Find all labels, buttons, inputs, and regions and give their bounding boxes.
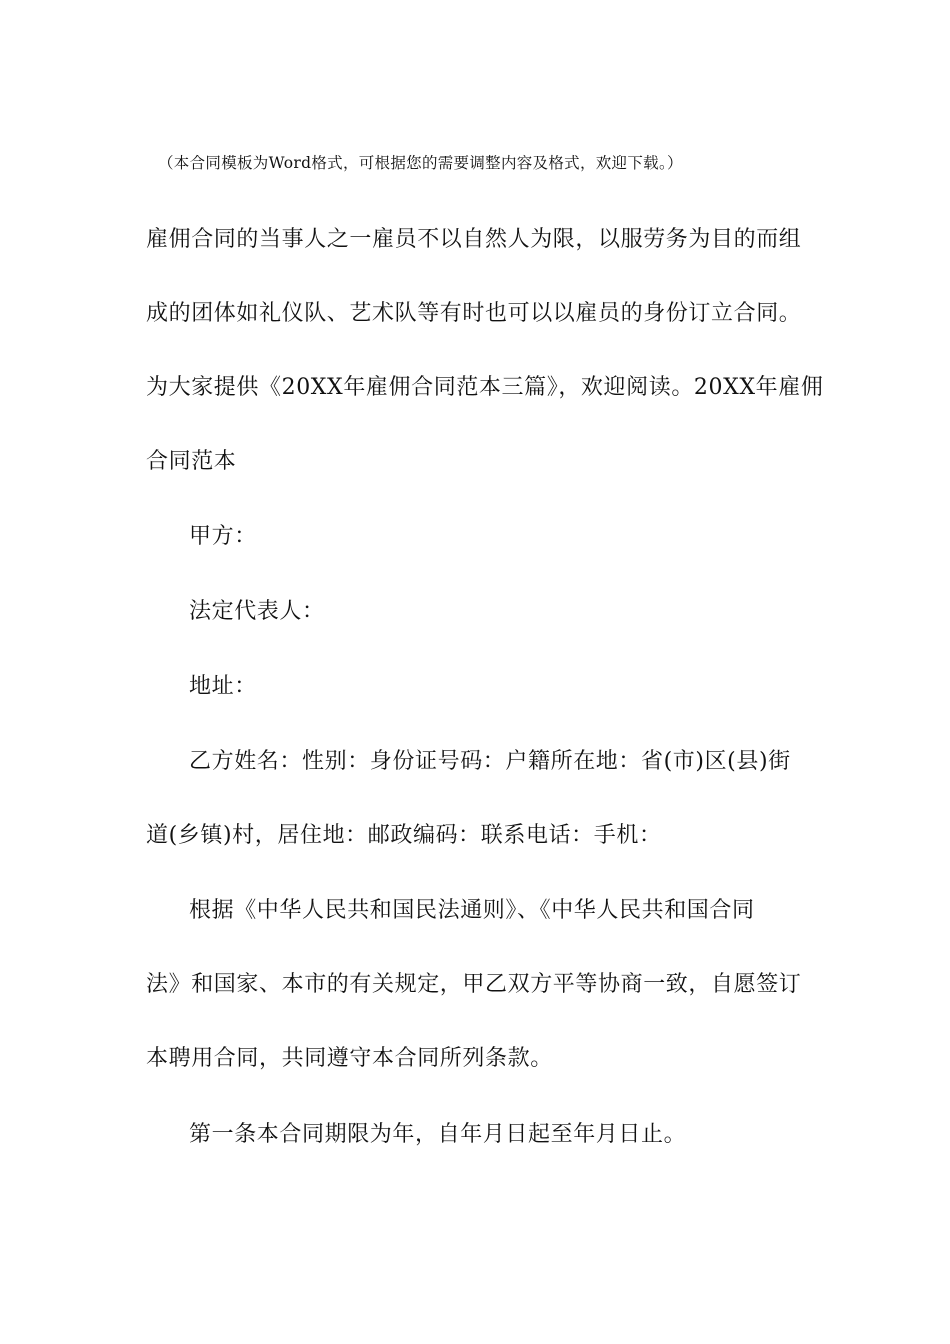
basis-line-2: 法》和国家、本市的有关规定，甲乙双方平等协商一致，自愿签订 <box>146 972 802 997</box>
intro-line-1: 雇佣合同的当事人之一雇员不以自然人为限，以服劳务为目的而组 <box>146 227 802 252</box>
intro-line-4: 合同范本 <box>146 449 237 474</box>
party-b-line-1: 乙方姓名：性别：身份证号码：户籍所在地：省(市)区(县)街 <box>189 749 791 774</box>
party-a-label: 甲方： <box>189 524 257 549</box>
article-1: 第一条本合同期限为年，自年月日起至年月日止。 <box>189 1122 687 1147</box>
basis-line-1: 根据《中华人民共和国民法通则》、《中华人民共和国合同 <box>189 898 755 923</box>
address-label: 地址： <box>189 674 257 699</box>
party-b-line-2: 道(乡镇)村，居住地：邮政编码：联系电话：手机： <box>146 823 662 848</box>
intro-line-3: 为大家提供《20XX年雇佣合同范本三篇》，欢迎阅读。20XX年雇佣 <box>146 375 824 400</box>
legal-rep-label: 法定代表人： <box>189 599 325 624</box>
template-note: （本合同模板为Word格式，可根据您的需要调整内容及格式，欢迎下载。） <box>158 154 683 172</box>
intro-line-2: 成的团体如礼仪队、艺术队等有时也可以以雇员的身份订立合同。 <box>146 301 802 326</box>
basis-line-3: 本聘用合同，共同遵守本合同所列条款。 <box>146 1046 553 1071</box>
